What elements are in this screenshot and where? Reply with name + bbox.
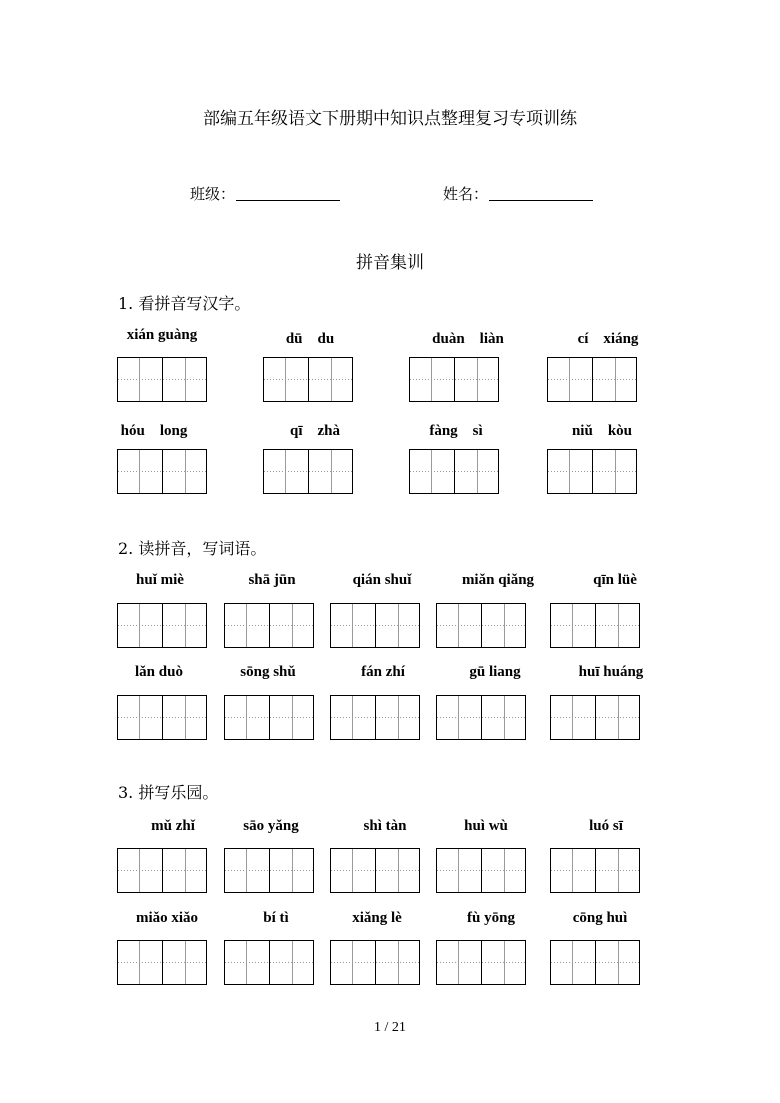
page-number: 1 / 21 [374,1020,406,1035]
pinyin-label: lǎn duò [135,664,183,680]
pinyin-label: shì tàn [363,818,407,834]
writing-grid[interactable] [224,848,314,893]
pinyin-label: qī zhà [289,423,340,439]
writing-grid[interactable] [550,695,640,740]
pinyin-label: bí tì [263,910,289,926]
section-title: 拼音集训 [356,253,424,273]
question-2-heading: 2. 读拼音，写词语。 [118,539,267,558]
pinyin-label: xiǎng lè [352,910,402,926]
pinyin-label: gū liang [469,664,521,680]
name-label: 姓名： [443,185,489,203]
pinyin-label: sōng shǔ [240,664,296,680]
writing-grid[interactable] [224,940,314,985]
writing-grid[interactable] [436,848,526,893]
pinyin-label: huì wù [464,818,508,834]
question-1-heading: 1. 看拼音写汉字。 [118,294,251,313]
writing-grid[interactable] [263,357,353,402]
writing-grid[interactable] [117,449,207,494]
pinyin-label: duàn liàn [432,331,504,347]
writing-grid[interactable] [117,695,207,740]
pinyin-label: xián guàng [126,327,198,343]
pinyin-label: mǔ zhǐ [151,818,195,834]
pinyin-label: cōng huì [572,910,628,926]
writing-grid[interactable] [409,449,499,494]
writing-grid[interactable] [550,848,640,893]
writing-grid[interactable] [330,603,420,648]
writing-grid[interactable] [263,449,353,494]
writing-grid[interactable] [224,603,314,648]
writing-grid[interactable] [330,940,420,985]
pinyin-label: qián shuǐ [352,572,412,588]
pinyin-label: niǔ kòu [571,423,633,439]
pinyin-label: cí xiáng [577,331,639,347]
writing-grid[interactable] [117,357,207,402]
pinyin-label: miǎn qiǎng [461,572,535,588]
document-title: 部编五年级语文下册期中知识点整理复习专项训练 [203,109,577,129]
writing-grid[interactable] [117,848,207,893]
pinyin-label: sāo yǎng [243,818,299,834]
writing-grid[interactable] [436,695,526,740]
writing-grid[interactable] [224,695,314,740]
pinyin-label: fán zhí [361,664,405,680]
writing-grid[interactable] [330,848,420,893]
class-label: 班级： [190,185,236,203]
pinyin-label: huī huáng [578,664,644,680]
writing-grid[interactable] [436,603,526,648]
pinyin-label: fàng sì [429,423,483,439]
pinyin-label: dū du [285,331,335,347]
class-blank[interactable] [236,200,340,201]
writing-grid[interactable] [409,357,499,402]
pinyin-label: hóu long [120,423,188,439]
writing-grid[interactable] [436,940,526,985]
pinyin-label: huǐ miè [136,572,184,588]
pinyin-label: fù yōng [467,910,515,926]
pinyin-label: shā jūn [248,572,296,588]
writing-grid[interactable] [117,940,207,985]
writing-grid[interactable] [547,357,637,402]
pinyin-label: qīn lüè [593,572,637,588]
writing-grid[interactable] [550,940,640,985]
pinyin-label: miǎo xiǎo [135,910,199,926]
question-3-heading: 3. 拼写乐园。 [118,783,219,802]
writing-grid[interactable] [550,603,640,648]
writing-grid[interactable] [330,695,420,740]
writing-grid[interactable] [117,603,207,648]
writing-grid[interactable] [547,449,637,494]
pinyin-label: luó sī [589,818,623,834]
name-blank[interactable] [489,200,593,201]
